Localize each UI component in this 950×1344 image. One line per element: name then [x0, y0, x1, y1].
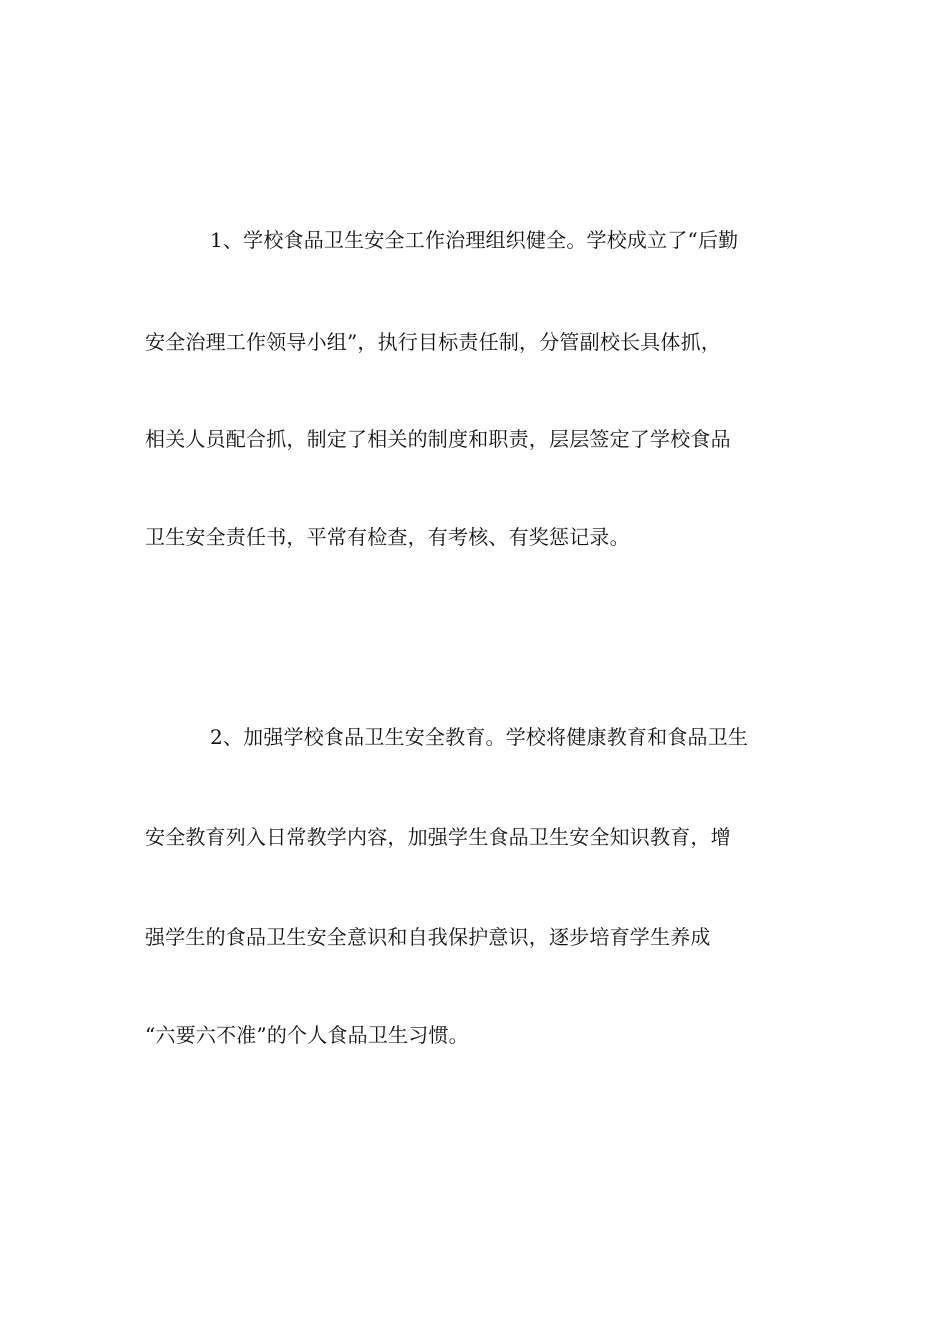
paragraph-1-line-4: 卫生安全责任书，平常有检查，有考核、有奖惩记录。: [145, 525, 630, 549]
paragraph-2-line-3: 强学生的食品卫生安全意识和自我保护意识，逐步培育学生养成: [145, 925, 711, 949]
paragraph-1-line-3: 相关人员配合抓，制定了相关的制度和职责，层层签定了学校食品: [145, 427, 731, 451]
paragraph-1-line-2: 安全治理工作领导小组”，执行目标责任制，分管副校长具体抓，: [145, 330, 722, 354]
paragraph-1-line-1: 1、学校食品卫生安全工作治理组织健全。学校成立了“后勤: [210, 228, 739, 252]
paragraph-2-line-1: 2、加强学校食品卫生安全教育。学校将健康教育和食品卫生: [210, 725, 749, 749]
paragraph-2-line-2: 安全教育列入日常教学内容，加强学生食品卫生安全知识教育，增: [145, 825, 731, 849]
paragraph-2-line-4: “六要六不准”的个人食品卫生习惯。: [145, 1023, 469, 1047]
